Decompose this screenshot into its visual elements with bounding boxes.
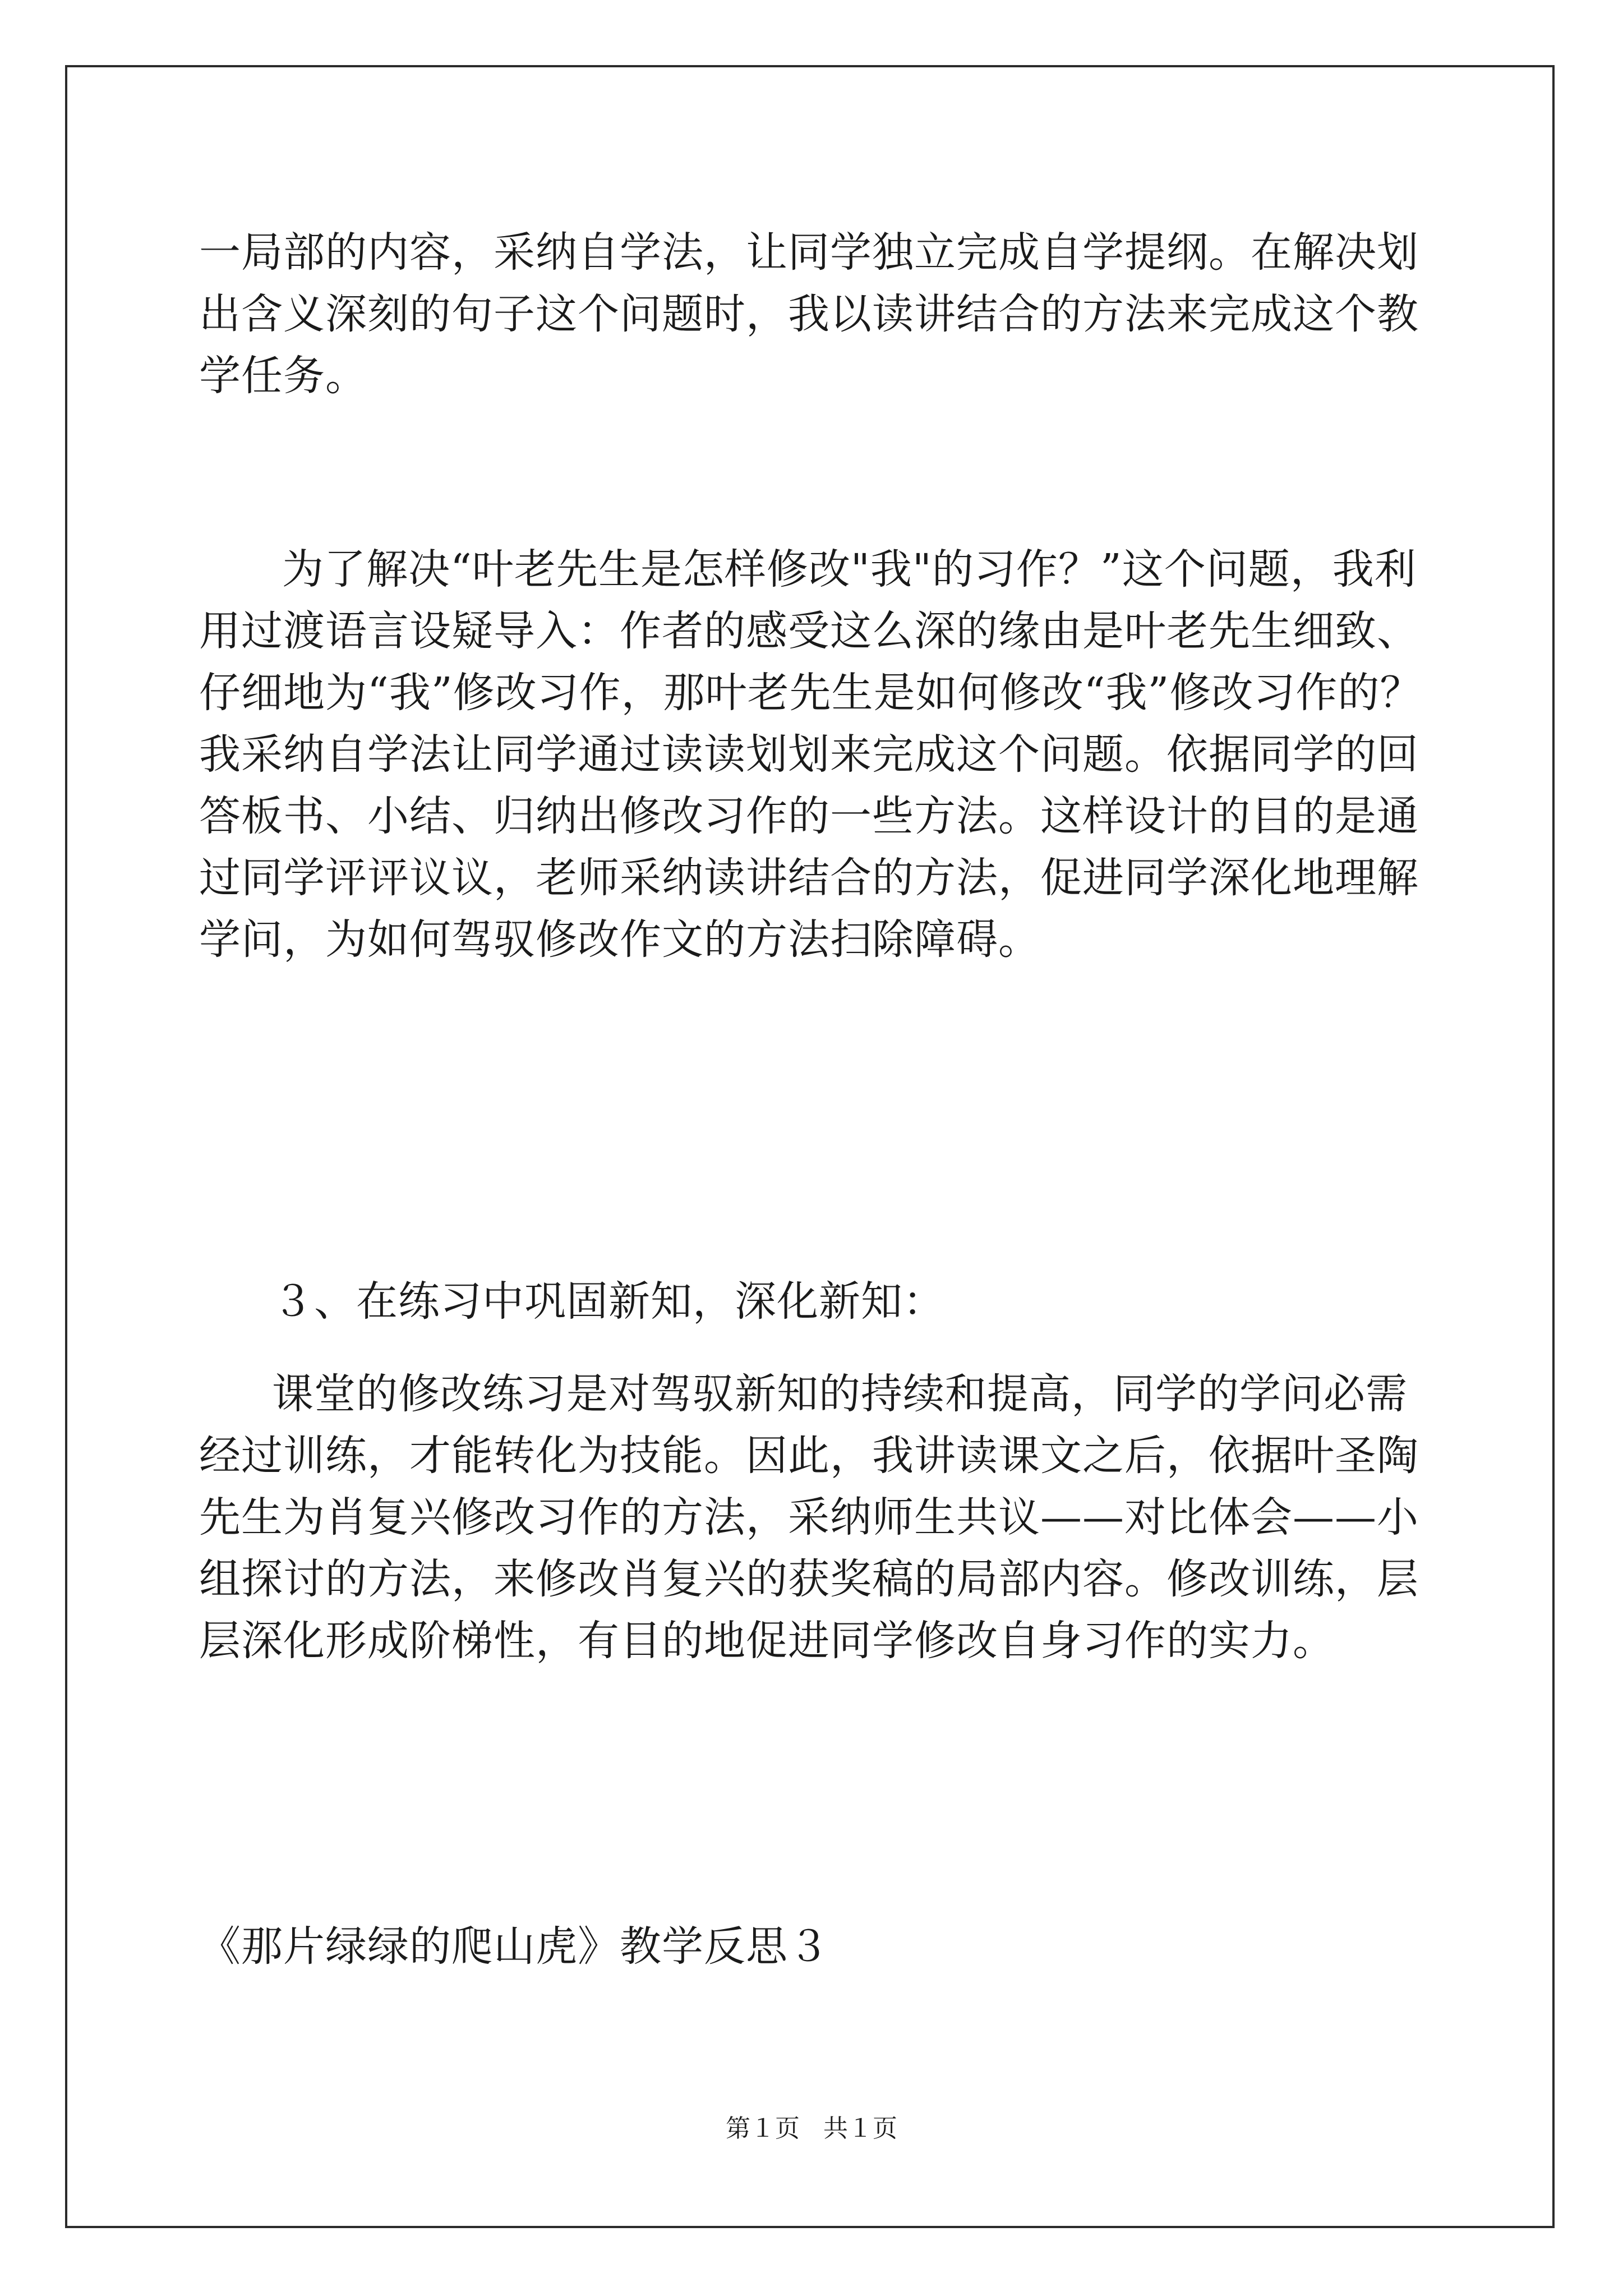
paragraph-revision-method: 为了解决“叶老先生是怎样修改"我"的习作？”这个问题，我利用过渡语言设疑导入：作者的感受这么深的缘由是叶老先生细致、仔细地为“我”修改习作，那叶老先生是如何修改“我”修改习作的？我采纳自学法让同学通过读读划划来完成这个问题。依据同学的回答板书、小结、归纳出修改习作的一些方法。这样设计的目的是通过同学评评议议，老师采纳读讲结合的方法，促进同学深化地理解学问，为如何驾驭修改作文的方法扫除障碍。	[199, 545, 1422, 964]
reflection-title: 《那片绿绿的爬山虎》教学反思３	[199, 1922, 830, 1971]
paragraph-self-study: 一局部的内容，采纳自学法，让同学独立完成自学提纲。在解决划出含义深刻的句子这个问题时，我以读讲结合的方法来完成这个教学任务。	[199, 228, 1419, 400]
section-heading-practice: ３、在练习中巩固新知，深化新知：	[272, 1277, 945, 1326]
page-number-footer: 第１页 共１页	[726, 2114, 897, 2143]
paragraph-classroom-practice: 课堂的修改练习是对驾驭新知的持续和提高，同学的学问必需经过训练，才能转化为技能。因此，我讲读课文之后，依据叶圣陶先生为肖复兴修改习作的方法，采纳师生共议——对比体会——小组探讨的方法，来修改肖复兴的获奖稿的局部内容。修改训练，层层深化形成阶梯性，有目的地促进同学修改自身习作的实力。	[199, 1370, 1419, 1665]
